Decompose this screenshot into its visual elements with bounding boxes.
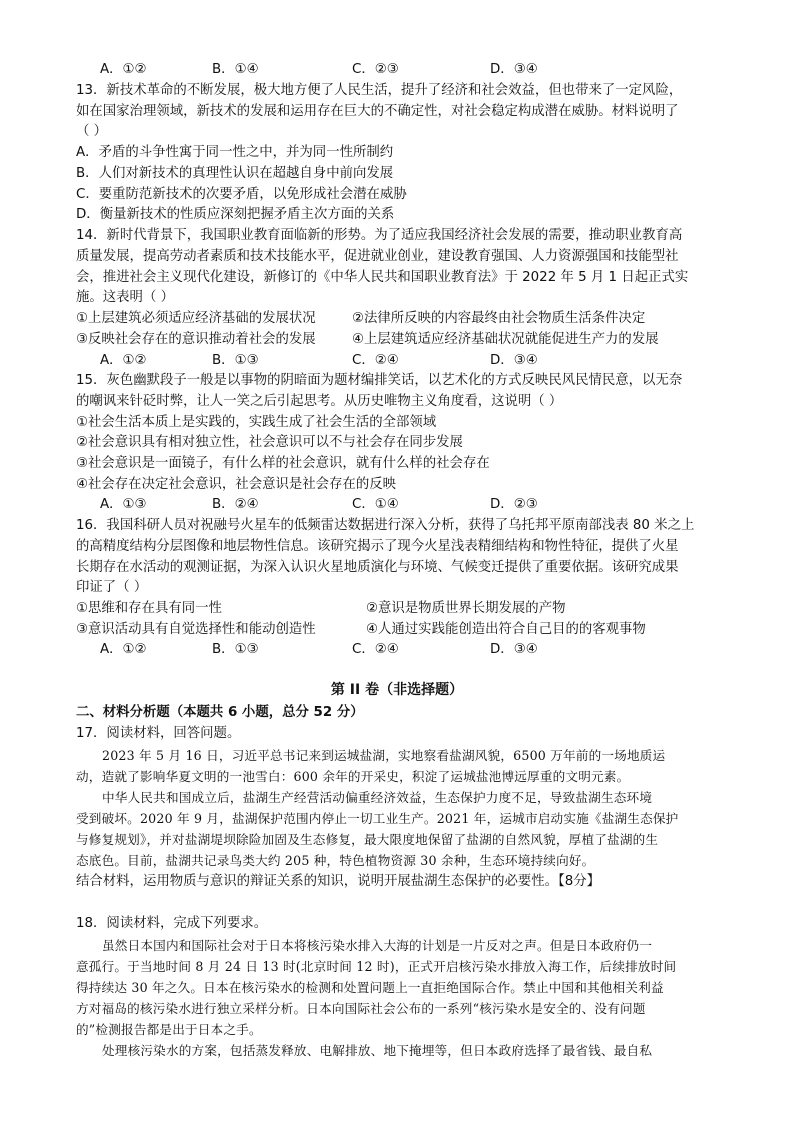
q15-item-2: ②社会意识具有相对独立性，社会意识可以不与社会存在同步发展 [76, 435, 463, 450]
q18-material-line: 意孤行。于当地时间 8 月 24 日 13 时(北京时间 12 时)，正式开启核污染水排放入海工作，后续排放时间 [76, 959, 677, 974]
q16-items-row [76, 598, 716, 619]
q14-options [100, 350, 700, 371]
q16-stem-line: 长期存在水活动的观测证据，为深入认识火星地质演化与环境、气候变迁提供了重要依据。该研究成果 [76, 560, 679, 575]
q14-item-4: ④上层建筑适应经济基础状况就能促进生产力的发展 [352, 332, 659, 347]
q16-stem-line: 印证了（ ） [76, 580, 148, 595]
q17-material-line: 受到破坏。2020 年 9 月，盐湖保护范围内停止一切工业生产。2021 年，运城市启动实施《盐湖生态保护 [76, 811, 679, 826]
q13-stem-line: 13．新技术革命的不断发展，极大地方便了人民生活，提升了经济和社会效益，但也带来了一定风险， [76, 83, 683, 98]
q14-option-d: D．③④ [490, 353, 538, 368]
q14-item-1: ①上层建筑必须适应经济基础的发展状况 [76, 311, 316, 326]
q14-option-a: A．①② [100, 353, 147, 368]
q14-item-2: ②法律所反映的内容最终由社会物质生活条件决定 [352, 311, 646, 326]
q16-option-c: C．②④ [352, 642, 399, 657]
q14-stem-line: 会，推进社会主义现代化建设，新修订的《中华人民共和国职业教育法》于 2022 年 5 月 1 日起正式实 [76, 270, 689, 285]
q18-material-line: 的”检测报告都是出于日本之手。 [76, 1022, 262, 1037]
q15-item-1: ①社会生活本质上是实践的，实践生成了社会生活的全部领域 [76, 415, 437, 430]
q15-stem-line: 的嘲讽来针砭时弊，让人一笑之后引起思考。从历史唯物主义角度看，这说明（ ） [76, 394, 563, 409]
q12-option-d: D．③④ [490, 62, 538, 77]
q13-stem-line: （ ） [76, 124, 108, 139]
q12-options [100, 59, 700, 80]
q16-option-b: B．①③ [212, 642, 259, 657]
q15-option-b: B．②④ [212, 497, 259, 512]
q12-option-b: B．①④ [212, 62, 259, 77]
q15-stem-line: 15．灰色幽默段子一般是以事物的阴暗面为题材编排笑话，以艺术化的方式反映民风民情民意，以无奈 [76, 373, 683, 388]
q17-material-line: 中华人民共和国成立后，盐湖生产经营活动偏重经济效益，生态保护力度不足，导致盐湖生态环境 [102, 790, 653, 805]
q14-stem-line: 14．新时代背景下，我国职业教育面临新的形势。为了适应我国经济社会发展的需要，推动职业教育高 [76, 228, 683, 243]
q16-option-d: D．③④ [490, 642, 538, 657]
q16-stem-line: 16．我国科研人员对祝融号火星车的低频雷达数据进行深入分析，获得了乌托邦平原南部浅表 80 米之上 [76, 518, 695, 533]
q15-option-d: D．②③ [490, 497, 538, 512]
q14-option-c: C．②④ [352, 353, 399, 368]
q12-option-c: C．②③ [352, 62, 399, 77]
q17-material-line: 2023 年 5 月 16 日，习近平总书记来到运城盐湖，实地察看盐湖风貌，6500 万年前的一场地质运 [102, 748, 666, 763]
q14-item-3: ③反映社会存在的意识推动着社会的发展 [76, 332, 316, 347]
section-title: 第 II 卷（非选择题） [330, 682, 464, 698]
q17-question: 结合材料，运用物质与意识的辩证关系的知识，说明开展盐湖生态保护的必要性。【8分】 [76, 874, 601, 889]
q13-stem-line: 如在国家治理领域，新技术的发展和运用存在巨大的不确定性，对社会稳定构成潜在威胁。材料说明了 [76, 104, 679, 119]
q15-option-a: A．①③ [100, 497, 147, 512]
q18-material-line: 虽然日本国内和国际社会对于日本将核污染水排入大海的计划是一片反对之声。但是日本政府仍一 [102, 938, 653, 953]
q16-item-1: ①思维和存在具有同一性 [76, 601, 222, 616]
q16-option-a: A．①② [100, 642, 147, 657]
q18-material-line: 方对福岛的核污染水进行独立采样分析。日本向国际社会公布的一系列“核污染水是安全的、没有问题 [76, 1001, 646, 1016]
q17-title: 17．阅读材料，回答问题。 [76, 726, 241, 741]
q15-item-4: ④社会存在决定社会意识，社会意识是社会存在的反映 [76, 477, 396, 492]
q15-options [100, 494, 700, 515]
q17-material-line: 与修复规划》，并对盐湖堤坝除险加固及生态修复，最大限度地保留了盐湖的自然风貌，厚植了盐湖的生 [76, 832, 659, 847]
q18-material-line: 得持续达 30 年之久。日本在核污染水的检测和处置问题上一直拒绝国际合作。禁止中国和其他相关利益 [76, 980, 664, 995]
q16-item-4: ④人通过实践能创造出符合自己目的的客观事物 [366, 622, 646, 637]
q14-items-row [76, 329, 716, 350]
q14-items-row [76, 308, 716, 329]
q15-option-c: C．①④ [352, 497, 399, 512]
q18-title: 18．阅读材料，完成下列要求。 [76, 916, 268, 931]
q16-item-2: ②意识是物质世界长期发展的产物 [366, 601, 566, 616]
q13-choice-b: B．人们对新技术的真理性认识在超越自身中前向发展 [76, 166, 394, 181]
q15-item-3: ③社会意识是一面镜子，有什么样的社会意识，就有什么样的社会存在 [76, 456, 490, 471]
section-heading: 二、材料分析题（本题共 6 小题，总分 52 分） [76, 705, 364, 720]
q16-stem-line: 的高精度结构分层图像和地层物性信息。该研究揭示了现今火星浅表精细结构和物性特征，提供了火星 [76, 539, 679, 554]
q16-item-3: ③意识活动具有自觉选择性和能动创造性 [76, 622, 316, 637]
q14-stem-line: 施。这表明（ ） [76, 290, 174, 305]
q17-material-line: 态底色。目前，盐湖共记录鸟类大约 205 种，特色植物资源 30 余种，生态环境持续向好。 [76, 853, 595, 868]
q16-items-row [76, 619, 716, 640]
q13-choice-d: D．衡量新技术的性质应深刻把握矛盾主次方面的关系 [76, 207, 395, 222]
q16-options [100, 639, 700, 660]
q18-material-line: 处理核污染水的方案，包括蒸发释放、电解排放、地下掩埋等，但日本政府选择了最省钱、最自私 [102, 1043, 653, 1058]
q13-choice-c: C．要重防范新技术的次要矛盾，以免形成社会潜在威胁 [76, 187, 407, 202]
q14-stem-line: 质量发展，提高劳动者素质和技术技能水平，促进就业创业，建设教育强国、人力资源强国和技能型社 [76, 249, 679, 264]
q12-option-a: A．①② [100, 62, 147, 77]
q13-choice-a: A．矛盾的斗争性寓于同一性之中，并为同一性所制约 [76, 145, 394, 160]
q14-option-b: B．①③ [212, 353, 259, 368]
q17-material-line: 动，造就了影响华夏文明的一池雪白：600 余年的开采史，积淀了运城盐池博远厚重的文明元素。 [76, 769, 630, 784]
